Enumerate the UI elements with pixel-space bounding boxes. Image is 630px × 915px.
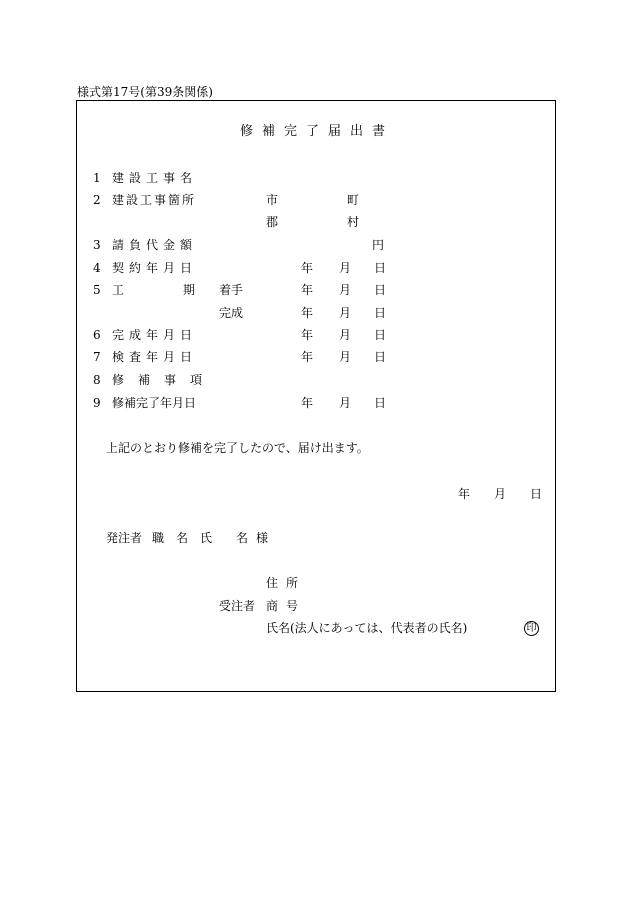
term-label-a: 工 [112, 283, 125, 297]
form-number-label: 様式第17号(第39条関係) [77, 85, 213, 99]
repair-items-label: 修補事項 [112, 373, 217, 387]
item-number: 5 [93, 283, 101, 297]
year-label: 年 [301, 328, 314, 342]
item-number: 7 [93, 350, 101, 364]
day-label: 日 [374, 396, 387, 410]
yen-unit: 円 [372, 238, 385, 252]
month-label: 月 [339, 350, 352, 364]
month-label: 月 [339, 261, 352, 275]
term-label-b: 期 [183, 283, 196, 297]
completion-date-label: 完成年月日 [112, 328, 198, 342]
month-label: 月 [339, 306, 352, 320]
month-label: 月 [339, 283, 352, 297]
city-label: 市 [266, 193, 279, 207]
item-number: 3 [93, 238, 101, 252]
county-label: 郡 [266, 215, 279, 229]
town-label: 町 [347, 193, 360, 207]
item-number: 8 [93, 373, 101, 387]
year-label: 年 [458, 487, 471, 501]
day-label: 日 [374, 283, 387, 297]
year-label: 年 [301, 283, 314, 297]
contractor-name-label: 氏名(法人にあっては、代表者の氏名) [266, 621, 468, 635]
item-number: 9 [93, 396, 101, 410]
orderer-label: 発注者 [106, 531, 143, 545]
item-number: 4 [93, 261, 101, 275]
statement-text: 上記のとおり修補を完了したので、届け出ます。 [106, 441, 369, 455]
contractor-label: 受注者 [219, 599, 256, 613]
day-label: 日 [374, 306, 387, 320]
month-label: 月 [339, 396, 352, 410]
item-number: 6 [93, 328, 101, 342]
trade-name-label: 商号 [266, 599, 307, 613]
day-label: 日 [374, 261, 387, 275]
seal-mark: 印 [524, 621, 539, 636]
contract-date-label: 契約年月日 [112, 261, 198, 275]
year-label: 年 [301, 396, 314, 410]
completion-label: 完成 [219, 306, 244, 320]
day-label: 日 [530, 487, 543, 501]
orderer-title: 職名氏 [152, 531, 225, 545]
item-number: 2 [93, 193, 101, 207]
year-label: 年 [301, 350, 314, 364]
construction-name-label: 建設工事名 [112, 171, 198, 185]
item-number: 1 [93, 171, 101, 185]
year-label: 年 [301, 261, 314, 275]
construction-location-label: 建設工事箇所 [112, 193, 197, 207]
start-label: 着手 [219, 283, 244, 297]
month-label: 月 [494, 487, 507, 501]
orderer-name-suffix: 名様 [236, 531, 277, 545]
day-label: 日 [374, 328, 387, 342]
contractor-address-label: 住所 [266, 576, 307, 590]
repair-completion-date-label: 修補完了年月日 [112, 396, 197, 410]
year-label: 年 [301, 306, 314, 320]
form-title: 修補完了届出書 [240, 124, 395, 139]
contract-amount-label: 請負代金額 [112, 238, 198, 252]
month-label: 月 [339, 328, 352, 342]
village-label: 村 [347, 215, 360, 229]
day-label: 日 [374, 350, 387, 364]
inspection-date-label: 検査年月日 [112, 350, 198, 364]
